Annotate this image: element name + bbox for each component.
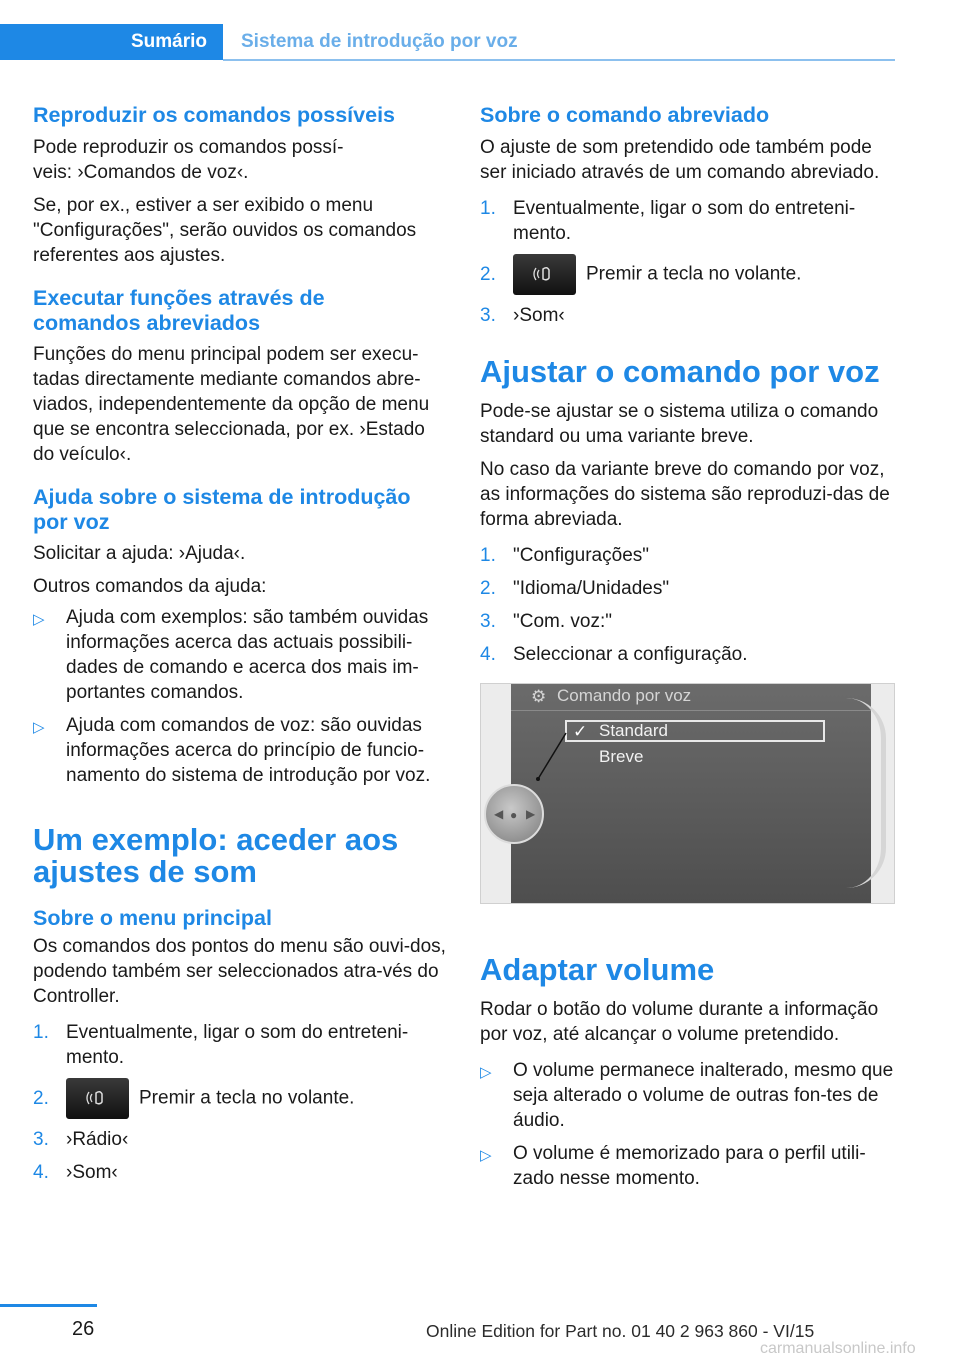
- controller-knob-icon: [484, 784, 544, 844]
- paragraph: Se, por ex., estiver a ser exibido o menu "Configurações", serão ouvidos os comandos referentes aos ajustes.: [33, 195, 417, 266]
- paragraph: Funções do menu principal podem ser execu-tadas directamente mediante comandos abre-viados, independentemente da opção de menu que se encontra seleccionada, por ex. ›Estado do veículo‹.: [33, 344, 430, 465]
- section-title: Sobre o menu principal: [33, 906, 272, 930]
- idrive-screen-image: [480, 683, 895, 904]
- list-item: 1. Eventualmente, ligar o som do entreteni-mento.: [33, 1022, 409, 1068]
- arrow-right-icon: ▶: [526, 807, 536, 821]
- header-divider: [223, 59, 895, 61]
- bullet-triangle-icon: ▷: [480, 1147, 492, 1164]
- arrow-left-icon: ◀: [494, 807, 504, 821]
- screen-divider: [511, 710, 871, 711]
- section-title: Sobre o comando abreviado: [480, 103, 770, 127]
- page-header: [0, 24, 895, 62]
- chapter-heading: Adaptar volume: [480, 952, 715, 987]
- right-column: [480, 103, 898, 1191]
- chapter-heading: Ajustar o comando por voz: [480, 354, 880, 389]
- section-title: Executar funções através de comandos abreviados: [33, 286, 325, 335]
- dot-icon: ●: [510, 808, 518, 822]
- paragraph: O ajuste de som pretendido ode também pode ser iniciado através de um comando abreviado.: [480, 137, 880, 183]
- screen-menu-title: Comando por voz: [557, 686, 692, 705]
- pointer-line: [536, 731, 568, 781]
- voice-command-key-icon: [66, 1078, 129, 1119]
- list-item: ▷ O volume permanece inalterado, mesmo que seja alterado o volume de outras fon-tes de áudio.: [480, 1060, 894, 1131]
- bullet-triangle-icon: ▷: [33, 719, 45, 736]
- menu-option-breve: Breve: [599, 747, 644, 766]
- paragraph: Pode-se ajustar se o sistema utiliza o comando standard ou uma variante breve.: [480, 401, 879, 447]
- list-item: 4. ›Som‹: [33, 1162, 118, 1183]
- bullet-list: [33, 605, 451, 788]
- paragraph: No caso da variante breve do comando por voz, as informações do sistema são reproduzi-das de forma abreviada.: [480, 459, 890, 530]
- paragraph: Pode reproduzir os comandos possí-veis: ›Comandos de voz‹.: [33, 137, 344, 183]
- menu-option-standard: Standard: [599, 721, 668, 740]
- online-edition-note: Online Edition for Part no. 01 40 2 963 860 - VI/15: [426, 1321, 815, 1341]
- chapter-title: Sistema de introdução por voz: [241, 31, 518, 52]
- screen-display: [511, 684, 871, 904]
- list-item: ▷ Ajuda com exemplos: são também ouvidas informações acerca das actuais possibili-dades de comando e acerca dos mais im-portantes comandos.: [33, 607, 429, 703]
- list-item: ▷ O volume é memorizado para o perfil utili-zado nesse momento.: [480, 1143, 866, 1189]
- voice-command-key-icon: [513, 254, 576, 295]
- list-item: 3. ›Rádio‹: [33, 1129, 129, 1150]
- bullet-list: [480, 1058, 898, 1191]
- checkmark-icon: ✓: [573, 722, 588, 741]
- chapter-heading: Um exemplo: aceder aos ajustes de som: [33, 822, 399, 889]
- list-item: 1. "Configurações": [480, 545, 650, 566]
- bullet-triangle-icon: ▷: [33, 611, 45, 628]
- list-item: 4. Seleccionar a configuração.: [480, 644, 748, 665]
- paragraph: Rodar o botão do volume durante a informação por voz, até alcançar o volume pretendido.: [480, 999, 879, 1045]
- numbered-list: [480, 196, 898, 328]
- bullet-triangle-icon: ▷: [480, 1064, 492, 1081]
- gear-icon: ⚙: [531, 687, 547, 706]
- list-item: 2. Premir a tecla no volante.: [33, 1078, 451, 1119]
- screen-scroll-arc: [846, 698, 886, 888]
- footer-divider: [0, 1304, 97, 1307]
- page-number: 26: [72, 1318, 95, 1340]
- list-item: 2. "Idioma/Unidades": [480, 578, 670, 599]
- numbered-list: [480, 543, 898, 667]
- list-item: ▷ Ajuda com comandos de voz: são ouvidas informações acerca do princípio de funcio-namento do sistema de introdução por voz.: [33, 715, 431, 786]
- numbered-list: [33, 1020, 451, 1185]
- watermark: carmanualsonline.info: [760, 1340, 916, 1357]
- section-title: Ajuda sobre o sistema de introdução por voz: [33, 485, 411, 534]
- paragraph: Solicitar a ajuda: ›Ajuda‹.: [33, 543, 246, 564]
- left-column: [33, 103, 451, 1185]
- section-title: Reproduzir os comandos possíveis: [33, 103, 396, 127]
- list-item: 3. ›Som‹: [480, 305, 565, 326]
- paragraph: Os comandos dos pontos do menu são ouvi-dos, podendo também ser seleccionados atra-vés do Controller.: [33, 936, 446, 1007]
- paragraph: Outros comandos da ajuda:: [33, 576, 267, 597]
- toc-tab[interactable]: Sumário: [0, 24, 223, 60]
- list-item: 1. Eventualmente, ligar o som do entreteni-mento.: [480, 198, 856, 244]
- list-item: 3. "Com. voz:": [480, 611, 613, 632]
- list-item: 2. Premir a tecla no volante.: [480, 254, 898, 295]
